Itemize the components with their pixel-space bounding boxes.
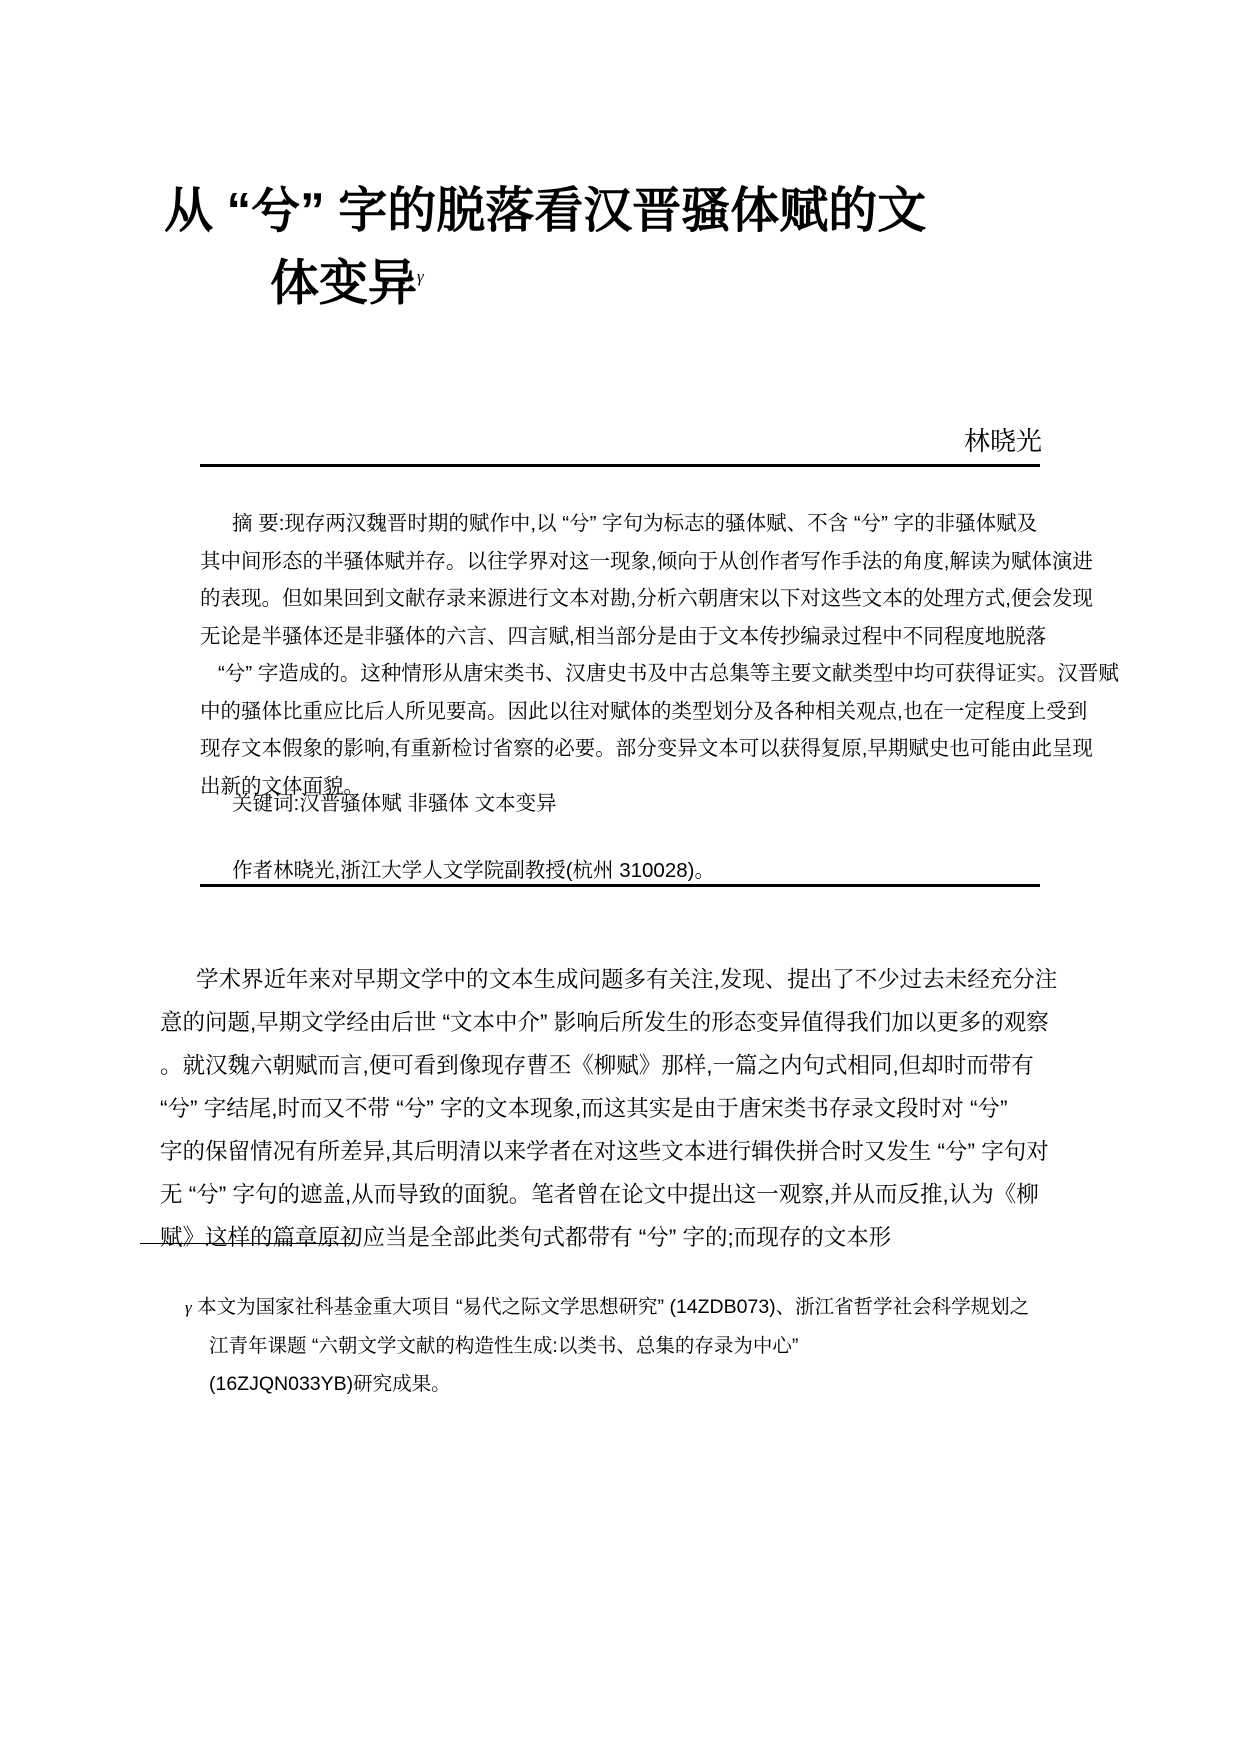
abstract-line: “兮” 字造成的。这种情形从唐宋类书、汉唐史书及中古总集等主要文献类型中均可获得证实。汉晋赋 — [218, 662, 1119, 685]
page-title — [150, 178, 1090, 316]
author-name: 林晓光 — [963, 426, 1042, 456]
footnote-line — [185, 1288, 1085, 1327]
author-affiliation: 作者林晓光,浙江大学人文学院副教授(杭州 310028)。 — [232, 859, 715, 882]
abstract-line: 无论是半骚体还是非骚体的六言、四言赋,相当部分是由于文本传抄编录过程中不同程度地脱落 — [200, 624, 1047, 648]
keywords: 关键词:汉晋骚体赋 非骚体 文本变异 — [232, 792, 557, 815]
body-line: 无 “兮” 字句的遮盖,从而导致的面貌。笔者曾在论文中提出这一观察,并从而反推,认为《柳 — [160, 1182, 1039, 1207]
footnote-block — [185, 1288, 1085, 1403]
abstract-line: 现存文本假象的影响,有重新检讨省察的必要。部分变异文本可以获得复原,早期赋史也可能由此呈现 — [200, 737, 1093, 760]
body-text — [160, 958, 1085, 1259]
body-line: “兮” 字结尾,时而又不带 “兮” 字的文本现象,而这其实是由于唐宋类书存录文段时对 “兮” — [160, 1096, 1008, 1121]
footnote-line: 江青年课题 “六朝文学文献的构造性生成:以类书、总集的存录为中心” — [209, 1335, 799, 1357]
body-line: 字的保留情况有所差异,其后明清以来学者在对这些文本进行辑佚拼合时又发生 “兮” 字句对 — [160, 1139, 1049, 1164]
abstract-block — [200, 505, 1119, 805]
body-line: 。就汉魏六朝赋而言,便可看到像现存曹丕《柳赋》那样,一篇之内句式相同,但却时而带有 — [160, 1053, 1034, 1078]
body-line: 赋》这样的篇章原初应当是全部此类句式都带有 “兮” 字的;而现存的文本形 — [160, 1225, 892, 1250]
title-line-2-text: 体变异 — [270, 256, 418, 311]
abstract-line: 其中间形态的半骚体赋并存。以往学界对这一现象,倾向于从创作者写作手法的角度,解读为赋体演进 — [200, 549, 1093, 573]
abstract-top-divider — [200, 464, 1040, 467]
abstract-bottom-divider — [200, 884, 1040, 887]
title-line-1: 从 “兮” 字的脱落看汉晋骚体赋的文 — [164, 184, 927, 238]
footnote-divider — [140, 1243, 355, 1244]
footnote-marker: γ — [185, 1298, 192, 1317]
footnote-line: (16ZJQN033YB)研究成果。 — [209, 1373, 451, 1395]
body-line: 意的问题,早期文学经由后世 “文本中介” 影响后所发生的形态变异值得我们加以更多的观察 — [160, 1010, 1049, 1035]
footnote-line-text: 本文为国家社科基金重大项目 “易代之际文学思想研究” (14ZDB073)、浙江省哲学社会科学规划之 — [197, 1296, 1030, 1318]
abstract-line: 摘 要:现存两汉魏晋时期的赋作中,以 “兮” 字句为标志的骚体赋、不含 “兮” 字的非骚体赋及 — [232, 512, 1038, 535]
body-line: 学术界近年来对早期文学中的文本生成问题多有关注,发现、提出了不少过去未经充分注 — [196, 967, 1058, 992]
title-footnote-marker: γ — [417, 267, 424, 286]
abstract-line: 出新的文体面貌。 — [200, 774, 364, 798]
abstract-line: 的表现。但如果回到文献存录来源进行文本对勘,分析六朝唐宋以下对这些文本的处理方式,便会发现 — [200, 587, 1093, 610]
abstract-line: 中的骚体比重应比后人所见要高。因此以往对赋体的类型划分及各种相关观点,也在一定程度上受到 — [200, 699, 1088, 723]
title-line-2 — [150, 244, 1090, 316]
